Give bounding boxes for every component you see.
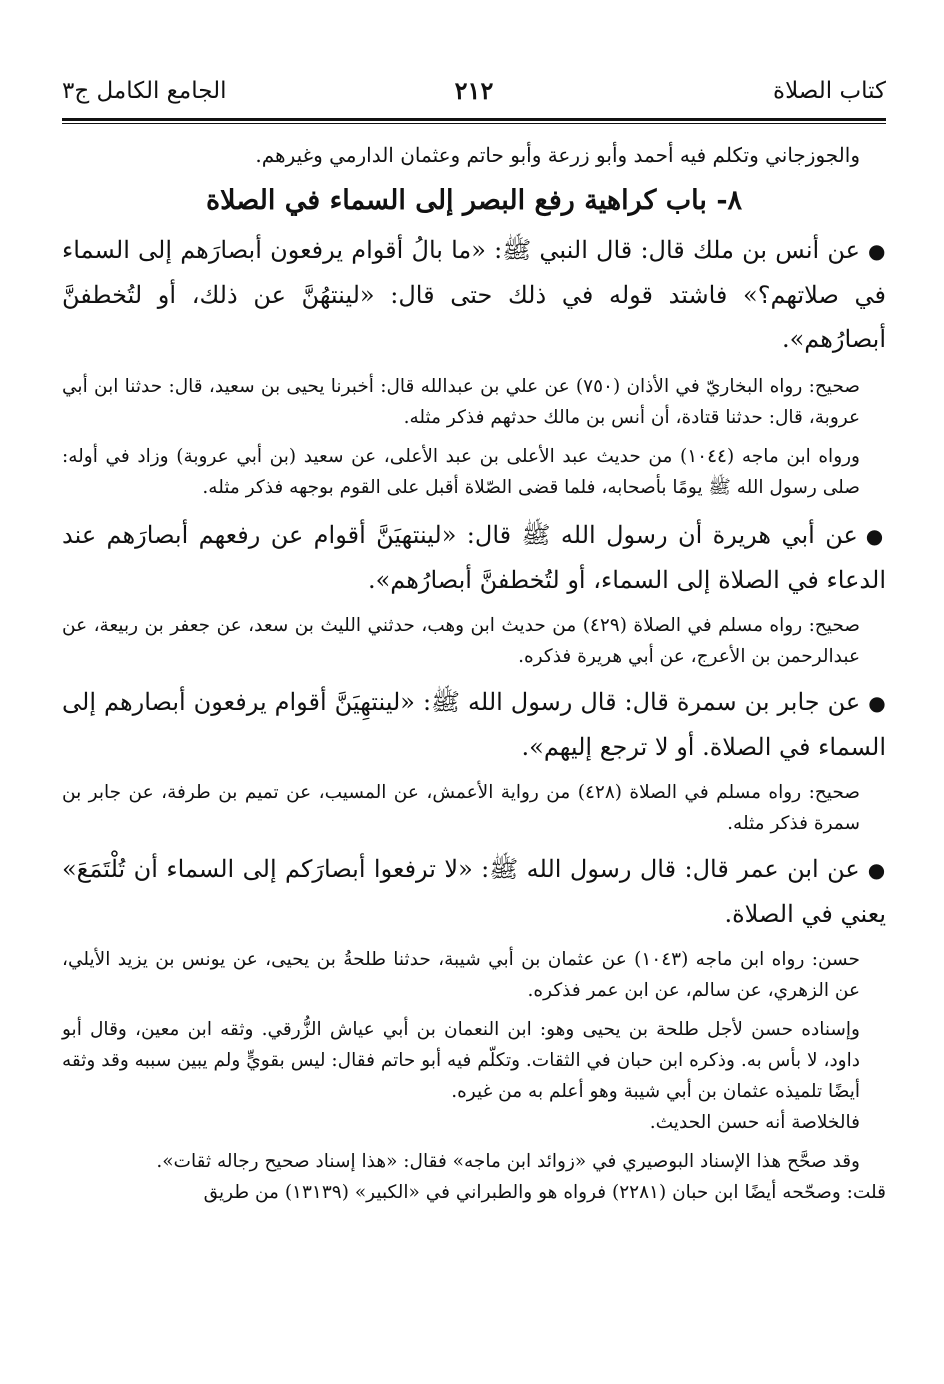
bullet-icon: ● — [867, 858, 886, 882]
hadith-paragraph — [62, 513, 886, 602]
header-chapter-title: كتاب الصلاة — [773, 78, 886, 104]
header-book-title: الجامع الكامل ج٣ — [62, 78, 227, 104]
takhrij-note: فالخلاصة أنه حسن الحديث. — [649, 1112, 860, 1133]
hadith-text: عن ابن عمر قال: قال رسول الله ﷺ: «لا ترفعوا أبصارَكم إلى السماء أن تُلْتَمَعَ» يعني في الصلاة. — [62, 855, 886, 928]
hadith-paragraph — [62, 847, 886, 936]
takhrij-note: ورواه ابن ماجه (١٠٤٤) من حديث عبد الأعلى بن عبد الأعلى، عن سعيد (بن أبي عروبة) وزاد في أوله: صلى رسول الله ﷺ يومًا بأصحابه، فلما قضى الصّلاة أقبل على القوم بوجهه فذكر مثله. — [62, 446, 860, 498]
header-rule-thick — [62, 118, 886, 121]
hadith-text: عن أبي هريرة أن رسول الله ﷺ قال: «لينتهيَنَّ أقوام عن رفعهم أبصارَهم عند الدعاء في الصلاة إلى السماء، أو لتُخطفنَّ أبصارُهم». — [62, 521, 886, 594]
bullet-icon: ● — [865, 524, 886, 548]
header-rule-thin — [62, 123, 886, 124]
continuation-line: والجوزجاني وتكلم فيه أحمد وأبو زرعة وأبو حاتم وعثمان الدارمي وغيرهم. — [255, 143, 860, 167]
bullet-icon: ● — [868, 691, 886, 715]
takhrij-note: صحيح: رواه مسلم في الصلاة (٤٢٨) من رواية الأعمش، عن المسيب، عن تميم بن طرفة، عن جابر بن سمرة فذكر مثله. — [62, 782, 860, 834]
hadith-paragraph — [62, 228, 886, 361]
page-number: ٢١٢ — [454, 76, 494, 105]
takhrij-note: صحيح: رواه مسلم في الصلاة (٤٢٩) من حديث ابن وهب، حدثني الليث بن سعد، عن جعفر بن ربيعة، عن عبدالرحمن بن الأعرج، عن أبي هريرة فذكره. — [62, 615, 860, 667]
running-header — [62, 74, 886, 118]
page-body — [62, 138, 886, 1208]
hadith-text: عن جابر بن سمرة قال: قال رسول الله ﷺ: «لينتهِيَنَّ أقوام يرفعون أبصارهم إلى السماء في الصلاة. أو لا ترجع إليهم». — [62, 688, 886, 761]
takhrij-note: حسن: رواه ابن ماجه (١٠٤٣) عن عثمان بن أبي شيبة، حدثنا طلحةُ بن يحيى، عن يونس بن يزيد الأيلي، عن الزهري، عن سالم، عن ابن عمر فذكره. — [62, 949, 860, 1001]
takhrij-note: وإسناده حسن لأجل طلحة بن يحيى وهو: ابن النعمان بن أبي عياش الزُّرقي. وثقه ابن معين، وقال أبو داود، لا بأس به. وذكره ابن حبان في الثقات. وتكلّم فيه أبو حاتم فقال: ليس بقويٍّ ولم يبين سببه وقد وثقه أيضًا تلميذه عثمان بن أبي شيبة وهو أعلم به من غيره. — [62, 1019, 860, 1102]
takhrij-note: قلت: وصحّحه أيضًا ابن حبان (٢٢٨١) فرواه هو والطبراني في «الكبير» (١٣١٣٩) من طريق — [203, 1182, 886, 1203]
hadith-paragraph — [62, 680, 886, 769]
bullet-icon: ● — [868, 239, 887, 263]
takhrij-note: صحيح: رواه البخاريّ في الأذان (٧٥٠) عن علي بن عبدالله قال: أخبرنا يحيى بن سعيد، قال: حدثنا ابن أبي عروبة، قال: حدثنا قتادة، أن أنس بن مالك حدثهم فذكر مثله. — [62, 376, 860, 428]
takhrij-note: وقد صحَّح هذا الإسناد البوصيري في «زوائد ابن ماجه» فقال: «هذا إسناد صحيح رجاله ثقات». — [156, 1151, 860, 1172]
section-title: ٨- باب كراهية رفع البصر إلى السماء في الصلاة — [205, 185, 743, 216]
hadith-text: عن أنس بن ملك قال: قال النبي ﷺ: «ما بالُ أقوام يرفعون أبصارَهم إلى السماء في صلاتهم؟» فاشتد قوله في ذلك حتى قال: «لينتهُنَّ عن ذلك، أو لتُخطفنَّ أبصارُهم». — [62, 236, 886, 353]
